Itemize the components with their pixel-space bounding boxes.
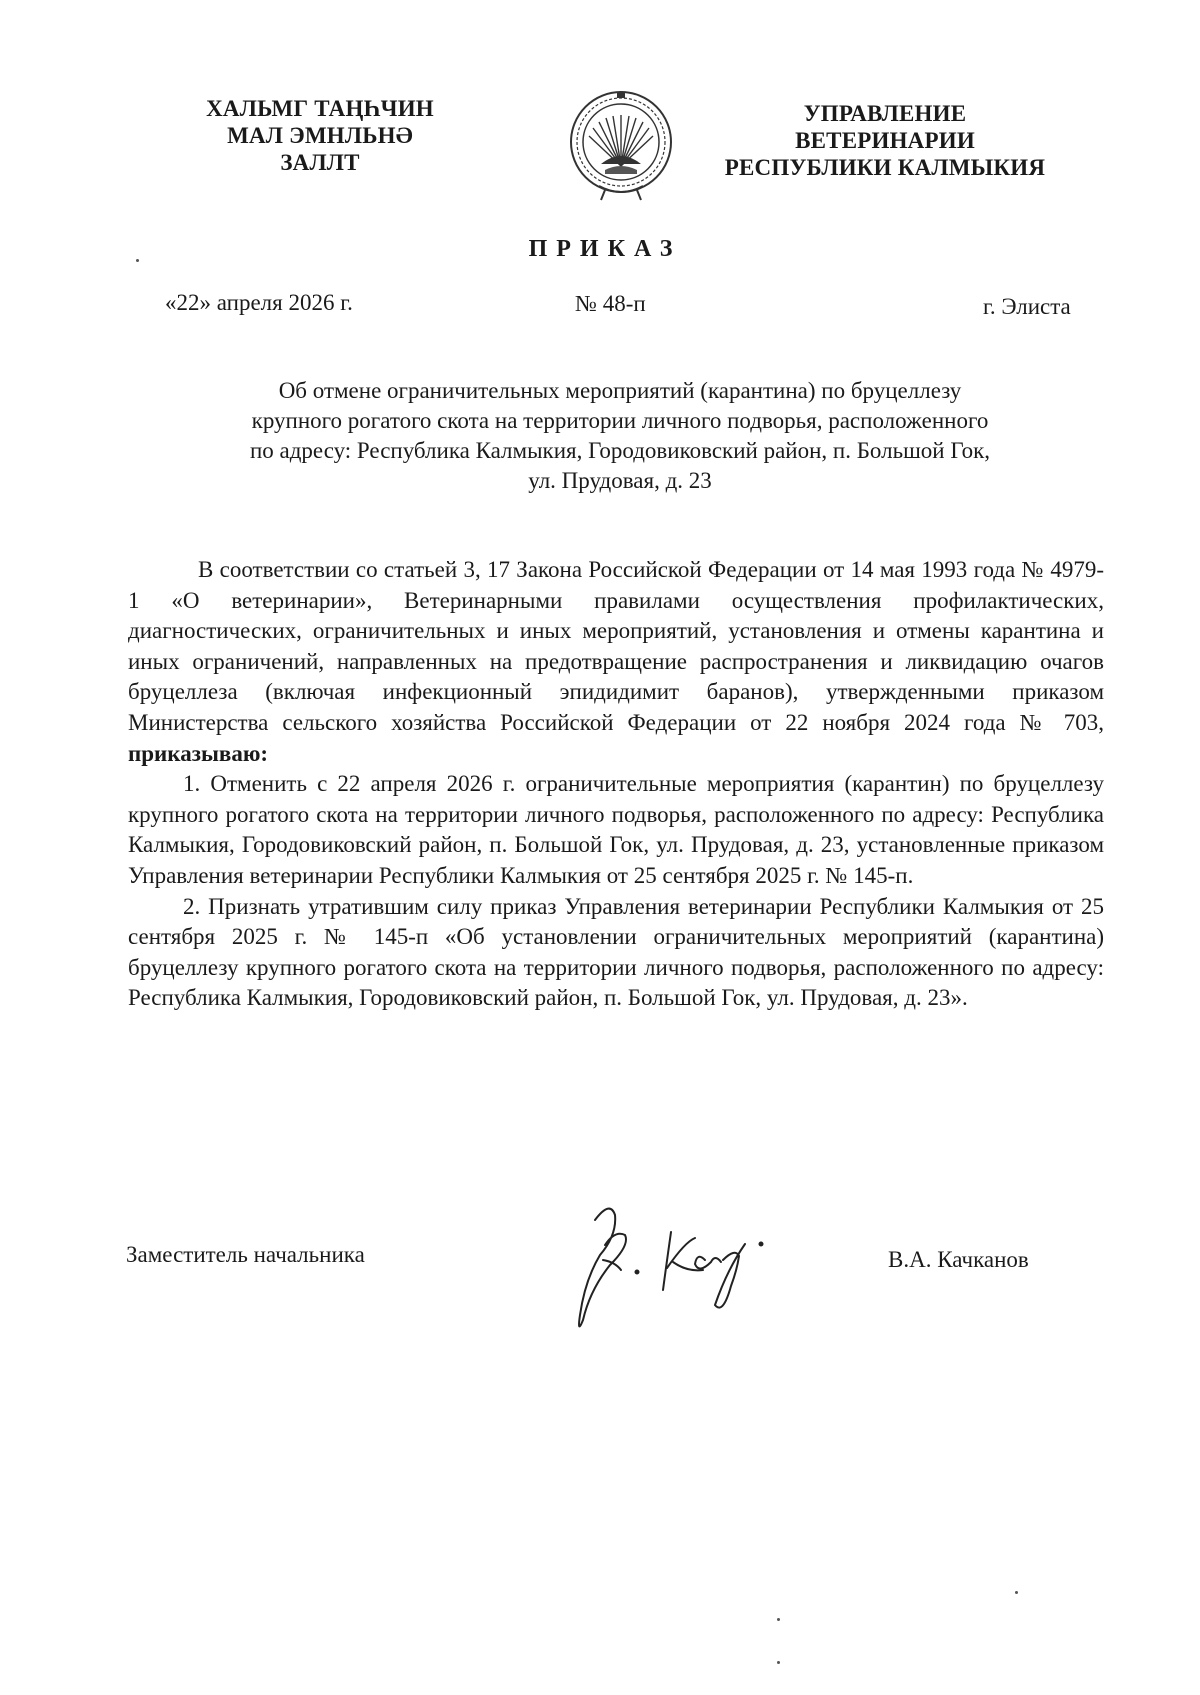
signatory-position: Заместитель начальника: [126, 1242, 365, 1267]
scan-speck: [777, 1618, 780, 1621]
order-word: приказываю:: [128, 740, 269, 766]
handwritten-signature-icon: [555, 1190, 815, 1345]
scan-speck: [136, 259, 139, 262]
document-city: г. Элиста: [983, 294, 1071, 319]
scan-speck: [777, 1661, 780, 1664]
header-right-line: ВЕТЕРИНАРИИ: [795, 128, 975, 153]
document-number: № 48-п: [575, 291, 646, 316]
document-type-title: ПРИКАЗ: [528, 236, 682, 262]
header-right-block: [700, 100, 1070, 181]
document-body: [128, 555, 1104, 1014]
subject-line: по адресу: Республика Калмыкия, Городовиковский район, п. Большой Гок,: [249, 438, 991, 463]
document-subject: [150, 376, 1090, 496]
scan-speck: [1015, 1591, 1018, 1594]
preamble-text: В соответствии со статьей 3, 17 Закона Российской Федерации от 14 мая 1993 года № 4979-1 «О ветеринарии», Ветеринарными правилами осуществления профилактических, диагностических, ограничительных и иных мероприятий, установления и отмены карантина и иных ограничений, направленных на предотвращение распространения и ликвидацию очагов бруцеллеза (включая инфекционный эпидидимит баранов), утвержденными приказом Министерства сельского хозяйства Российской Федерации от 22 ноября 2024 года № 703,: [128, 557, 1104, 735]
kalmykia-coat-of-arms-icon: [565, 86, 677, 204]
subject-line: ул. Прудовая, д. 23: [528, 468, 712, 493]
preamble-paragraph: [128, 555, 1104, 769]
document-date: «22» апреля 2026 г.: [165, 290, 353, 315]
order-item: 1. Отменить с 22 апреля 2026 г. ограничительные мероприятия (карантин) по бруцеллезу крупного рогатого скота на территории личного подворья, расположенного по адресу: Республика Калмыкия, Городовиковский район, п. Большой Гок, ул. Прудовая, д. 23, установленные приказом Управления ветеринарии Республики Калмыкия от 25 сентября 2025 г. № 145-п.: [128, 771, 1104, 888]
header-left-line: ЗАЛЛТ: [280, 150, 360, 175]
header-left-line: МАЛ ЭМНЛЬНӘ: [227, 123, 413, 148]
signatory-name: В.А. Качканов: [888, 1247, 1029, 1272]
header-right-line: РЕСПУБЛИКИ КАЛМЫКИЯ: [724, 155, 1046, 180]
header-left-line: ХАЛЬМГ ТАҢҺЧИН: [206, 96, 434, 121]
subject-line: Об отмене ограничительных мероприятий (карантина) по бруцеллезу: [278, 378, 962, 403]
subject-line: крупного рогатого скота на территории личного подворья, расположенного: [251, 408, 989, 433]
order-item: 2. Признать утратившим силу приказ Управления ветеринарии Республики Калмыкия от 25 сентября 2025 г. № 145-п «Об установлении ограничительных мероприятий (карантина) бруцеллезу крупного рогатого скота на территории личного подворья, расположенного по адресу: Республика Калмыкия, Городовиковский район, п. Большой Гок, ул. Прудовая, д. 23».: [128, 893, 1104, 1011]
header-right-line: УПРАВЛЕНИЕ: [803, 101, 967, 126]
header-left-block: [170, 95, 470, 176]
